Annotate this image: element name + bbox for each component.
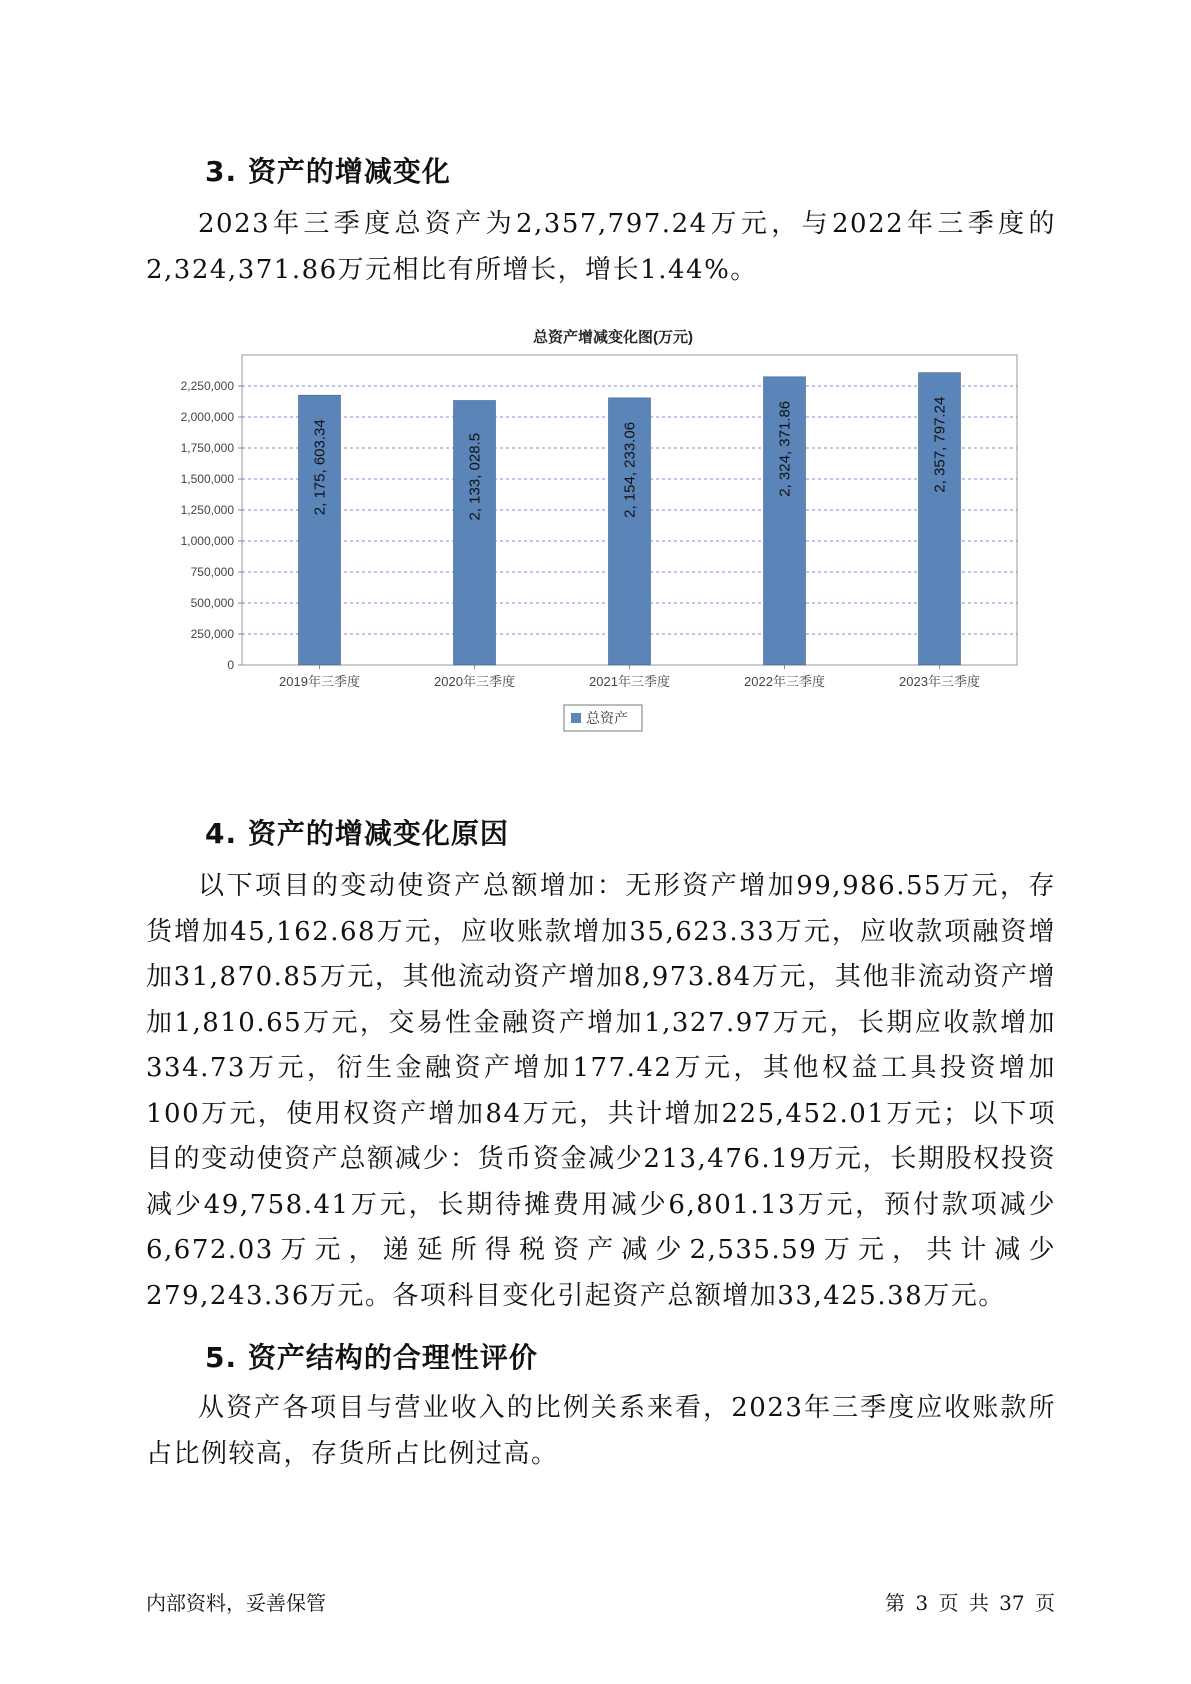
y-tick-label: 0 bbox=[227, 658, 234, 672]
x-tick-label: 2019年三季度 bbox=[279, 674, 360, 689]
y-tick-label: 1,250,000 bbox=[180, 503, 234, 517]
bar-value-label: 2, 357, 797.24 bbox=[931, 396, 949, 493]
bar-value-label: 2, 324, 371.86 bbox=[776, 400, 794, 497]
bar-value-label: 2, 133, 028.5 bbox=[466, 432, 484, 521]
bar-value-label: 2, 175, 603.34 bbox=[311, 419, 329, 516]
section-4-paragraph: 以下项目的变动使资产总额增加：无形资产增加99,986.55万元，存货增加45,162.68万元，应收账款增加35,623.33万元，应收款项融资增加31,870.85万元，其他流动资产增加8,973.84万元，其他非流动资产增加1,810.65万元，交易性金融资产增加1,327.97万元，长期应收款增加334.73万元，衍生金融资产增加177.42万元，其他权益工具投资增加100万元，使用权资产增加84万元，共计增加225,452.01万元；以下项目的变动使资产总额减少：货币资金减少213,476.19万元，长期股权投资减少49,758.41万元，长期待摊费用减少6,801.13万元，预付款项减少6,672.03万元，递延所得税资产减少2,535.59万元，共计减少279,243.36万元。各项科目变化引起资产总额增加33,425.38万元。 bbox=[146, 871, 1056, 1311]
y-tick-label: 2,000,000 bbox=[180, 410, 234, 424]
section-4-heading: 4. 资产的增减变化原因 bbox=[205, 817, 509, 850]
y-tick-label: 500,000 bbox=[190, 596, 234, 610]
legend bbox=[564, 705, 642, 731]
section-5-heading: 5. 资产结构的合理性评价 bbox=[205, 1341, 538, 1374]
section-3-heading: 3. 资产的增减变化 bbox=[205, 155, 451, 188]
y-tick-label: 1,500,000 bbox=[180, 472, 234, 486]
y-tick-label: 2,250,000 bbox=[180, 379, 234, 393]
y-tick-label: 1,000,000 bbox=[180, 534, 234, 548]
total-assets-chart bbox=[146, 315, 1046, 775]
legend-swatch bbox=[571, 713, 581, 723]
chart-title: 总资产增减变化图(万元) bbox=[533, 329, 693, 346]
bar-value-label: 2, 154, 233.06 bbox=[621, 421, 639, 518]
y-axis-ticks bbox=[181, 379, 242, 672]
page-number: 第 3 页 共 37 页 bbox=[885, 1591, 1055, 1615]
y-tick-label: 750,000 bbox=[190, 565, 234, 579]
footer-note: 内部资料，妥善保管 bbox=[146, 1591, 326, 1615]
x-tick-label: 2020年三季度 bbox=[434, 674, 515, 689]
y-tick-label: 1,750,000 bbox=[180, 441, 234, 455]
x-axis-ticks bbox=[279, 665, 980, 689]
x-tick-label: 2023年三季度 bbox=[899, 674, 980, 689]
legend-label: 总资产 bbox=[586, 710, 628, 726]
x-tick-label: 2021年三季度 bbox=[589, 674, 670, 689]
section-3-paragraph: 2023年三季度总资产为2,357,797.24万元，与2022年三季度的2,324,371.86万元相比有所增长，增长1.44%。 bbox=[146, 209, 1056, 285]
section-5-paragraph: 从资产各项目与营业收入的比例关系来看，2023年三季度应收账款所占比例较高，存货所占比例过高。 bbox=[146, 1393, 1056, 1469]
chart-svg bbox=[146, 315, 1046, 775]
x-tick-label: 2022年三季度 bbox=[744, 674, 825, 689]
y-tick-label: 250,000 bbox=[190, 627, 234, 641]
